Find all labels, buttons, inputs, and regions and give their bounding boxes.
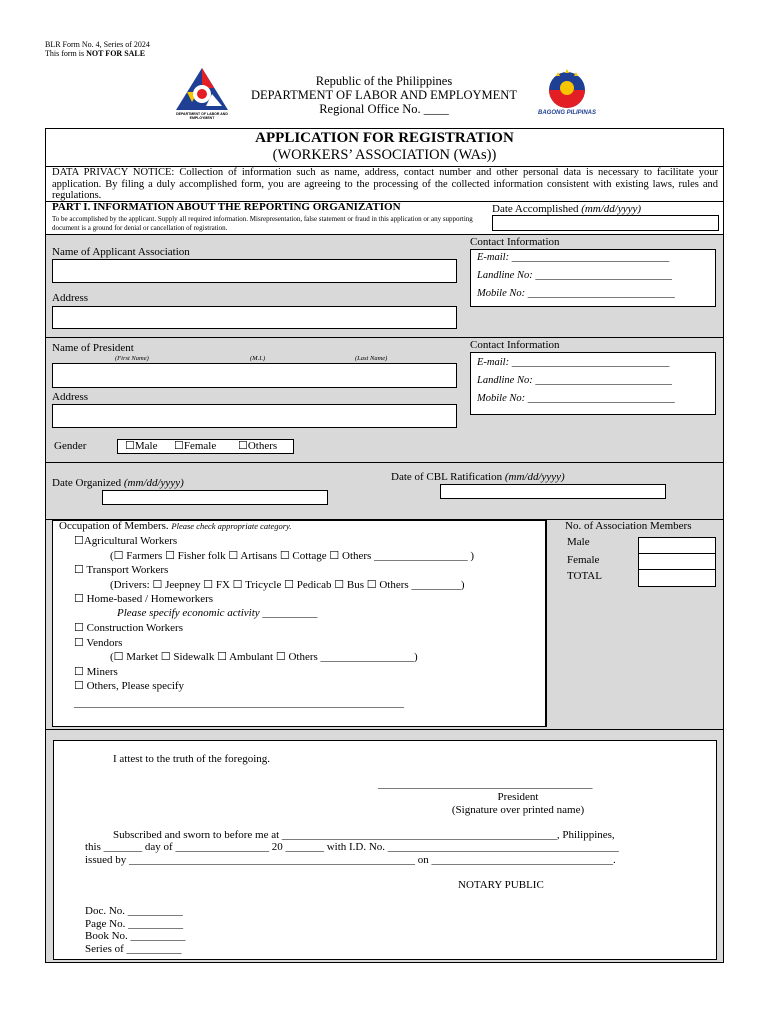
association-mobile-field[interactable]: Mobile No: ____________________________ [477,288,675,299]
date-accomplished-label: Date Accomplished (mm/dd/yyyy) [492,203,642,215]
date-organized-input[interactable] [102,490,328,505]
bagong-pilipinas-icon [538,66,596,110]
doc-no-field[interactable]: Doc. No. __________ [85,905,183,917]
republic-label: Republic of the Philippines [315,74,453,88]
occupation-construction-checkbox[interactable]: ☐ Construction Workers [74,622,183,634]
gender-male-checkbox[interactable]: ☐Male [125,440,158,452]
data-privacy-notice: DATA PRIVACY NOTICE: Collection of information such as name, address, contact number and other personal data is necessary to facilitate your application. By filing a duly accomplished form, you are agreeing to the processing of the collected information consistent with existing laws, rules and regulations. [52,167,718,201]
date-accomplished-input[interactable] [492,215,719,231]
president-address-input[interactable] [52,404,457,428]
members-title: No. of Association Members [565,520,692,532]
date-organized-label: Date Organized (mm/dd/yyyy) [52,477,184,489]
association-landline-field[interactable]: Landline No: __________________________ [477,270,672,281]
last-name-caption: (Last Name) [355,355,388,362]
divider [546,520,547,727]
president-signature-label: President [497,791,539,803]
gender-options [117,439,294,454]
association-email-field[interactable]: E-mail: ______________________________ [477,252,670,263]
members-female-label: Female [567,554,600,566]
vendors-subtypes[interactable]: (☐ Market ☐ Sidewalk ☐ Ambulant ☐ Others _________________) [110,651,418,663]
gender-others-checkbox[interactable]: ☐Others [238,440,278,452]
transport-subtypes[interactable]: (Drivers: ☐ Jeepney ☐ FX ☐ Tricycle ☐ Pedicab ☐ Bus ☐ Others _________) [110,579,465,591]
department-label: DEPARTMENT OF LABOR AND EMPLOYMENT [251,88,517,102]
gender-label: Gender [54,440,87,452]
president-contact-box [470,352,716,415]
mi-caption: (M.I.) [250,355,266,362]
notary-public-label: NOTARY PUBLIC [458,879,544,891]
occupation-homebased-checkbox[interactable]: ☐ Home-based / Homeworkers [74,593,214,605]
sworn-line-3[interactable]: issued by ____________________________________________________ on _________________________________. [85,854,616,866]
association-contact-title: Contact Information [470,236,560,248]
regional-office-label: Regional Office No. ____ [319,102,449,116]
association-name-input[interactable] [52,259,457,283]
dole-logo-icon [172,66,232,112]
title-sub: (WORKERS’ ASSOCIATION (WAs)) [272,147,497,163]
president-name-label: Name of President [52,342,134,354]
association-contact-box [470,249,716,307]
book-no-field[interactable]: Book No. __________ [85,930,186,942]
sworn-line-2[interactable]: this _______ day of _________________ 20 _______ with I.D. No. __________________________________________ [85,841,619,853]
part1-instructions: To be accomplished by the applicant. Supply all required information. Misrepresentation, false statement or fraud in this application or any supporting document is a ground for denial or cancellation of registration. [52,215,473,232]
dole-logo-caption: DEPARTMENT OF LABOR AND EMPLOYMENT [176,112,228,120]
bagong-pilipinas-logo [538,66,596,120]
occupation-transport-checkbox[interactable]: ☐ Transport Workers [74,564,169,576]
title-main: APPLICATION FOR REGISTRATION [255,130,514,146]
sworn-line-1[interactable]: Subscribed and sworn to before me at __________________________________________________, Philippines, [113,829,615,841]
cbl-ratification-input[interactable] [440,484,666,499]
part1-heading: PART I. INFORMATION ABOUT THE REPORTING ORGANIZATION [52,201,401,213]
page-no-field[interactable]: Page No. __________ [85,917,184,930]
president-contact-title: Contact Information [470,339,560,351]
occupation-title: Occupation of Members. Please check appropriate category. [59,520,292,532]
occupation-agricultural-checkbox[interactable]: ☐Agricultural Workers [74,535,178,547]
not-for-sale: NOT FOR SALE [86,49,146,58]
president-address-label: Address [52,391,89,403]
president-signature-field[interactable]: _______________________________________ [378,778,593,790]
members-male-label: Male [567,536,590,548]
occupation-miners-checkbox[interactable]: ☐ Miners [74,666,118,678]
president-mobile-field[interactable]: Mobile No: ____________________________ [477,393,675,404]
agricultural-subtypes[interactable]: (☐ Farmers ☐ Fisher folk ☐ Artisans ☐ Cottage ☐ Others _________________ ) [110,550,474,562]
association-address-input[interactable] [52,306,457,329]
gender-female-checkbox[interactable]: ☐Female [174,440,217,452]
attest-statement: I attest to the truth of the foregoing. [113,753,271,765]
president-name-input[interactable] [52,363,457,388]
header-block [230,74,538,116]
occupation-others-checkbox[interactable]: ☐ Others, Please specify [74,680,185,692]
dole-logo [172,66,232,122]
form-number [45,40,150,58]
series-of-field[interactable]: Series of __________ [85,942,182,955]
not-for-sale-line: This form is NOT FOR SALE [45,49,146,58]
signature-caption: (Signature over printed name) [451,804,585,816]
bagong-pilipinas-caption: BAGONG PILIPINAS [537,110,596,116]
association-address-label: Address [52,292,89,304]
association-name-label: Name of Applicant Association [52,246,190,258]
homebased-activity-field[interactable]: Please specify economic activity __________ [117,607,318,619]
members-male-input[interactable] [638,537,716,554]
cbl-ratification-label: Date of CBL Ratification (mm/dd/yyyy) [391,471,565,483]
form-number-text: BLR Form No. 4, Series of 2024 [45,40,150,49]
notarial-register [85,905,186,955]
first-name-caption: (First Name) [115,355,149,362]
members-total-label: TOTAL [567,570,602,582]
occupation-hint: Please check appropriate category. [171,521,292,531]
members-female-input[interactable] [638,553,716,570]
form-title [45,130,724,164]
president-email-field[interactable]: E-mail: ______________________________ [477,357,670,368]
occupation-vendors-checkbox[interactable]: ☐ Vendors [74,637,123,649]
president-landline-field[interactable]: Landline No: __________________________ [477,375,672,386]
occupation-others-field[interactable]: ____________________________________________________________ [74,697,404,709]
members-total-input[interactable] [638,569,716,587]
